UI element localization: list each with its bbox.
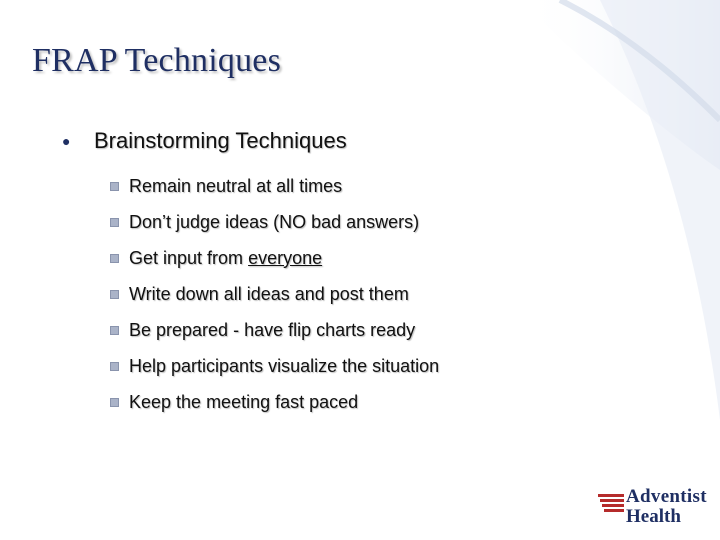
sub-bullet-text: Don’t judge ideas (NO bad answers)	[129, 211, 420, 232]
square-bullet-icon	[110, 326, 119, 335]
bullet-level1	[62, 128, 347, 154]
sub-bullet-text: Remain neutral at all times	[129, 175, 343, 196]
slide-title: FRAP Techniques	[32, 42, 282, 79]
sub-bullet-item	[110, 276, 439, 312]
sub-bullet-text: Keep the meeting fast paced	[129, 391, 359, 412]
round-bullet-icon: ●	[62, 133, 71, 149]
sub-bullet-item	[110, 240, 439, 276]
logo-text-line1: Adventist	[626, 486, 707, 507]
bullet-level1-text: Brainstorming Techniques	[94, 128, 347, 153]
logo-text-line2: Health	[626, 506, 681, 527]
sub-bullet-text: Be prepared - have flip charts ready	[129, 319, 416, 340]
sub-bullet-item	[110, 384, 439, 420]
square-bullet-icon	[110, 182, 119, 191]
square-bullet-icon	[110, 254, 119, 263]
logo-stripes-icon	[598, 492, 626, 514]
sub-bullet-item	[110, 312, 439, 348]
underlined-emphasis: everyone	[248, 247, 323, 268]
square-bullet-icon	[110, 290, 119, 299]
sub-bullet-text	[129, 248, 322, 269]
sub-bullet-text-prefix: Get input from	[129, 247, 249, 268]
sub-bullet-item	[110, 168, 439, 204]
adventist-health-logo	[596, 484, 708, 530]
sub-bullet-list	[110, 168, 439, 420]
square-bullet-icon	[110, 398, 119, 407]
sub-bullet-item	[110, 348, 439, 384]
square-bullet-icon	[110, 362, 119, 371]
sub-bullet-text: Write down all ideas and post them	[129, 283, 409, 304]
sub-bullet-item	[110, 204, 439, 240]
square-bullet-icon	[110, 218, 119, 227]
sub-bullet-text: Help participants visualize the situation	[129, 355, 440, 376]
